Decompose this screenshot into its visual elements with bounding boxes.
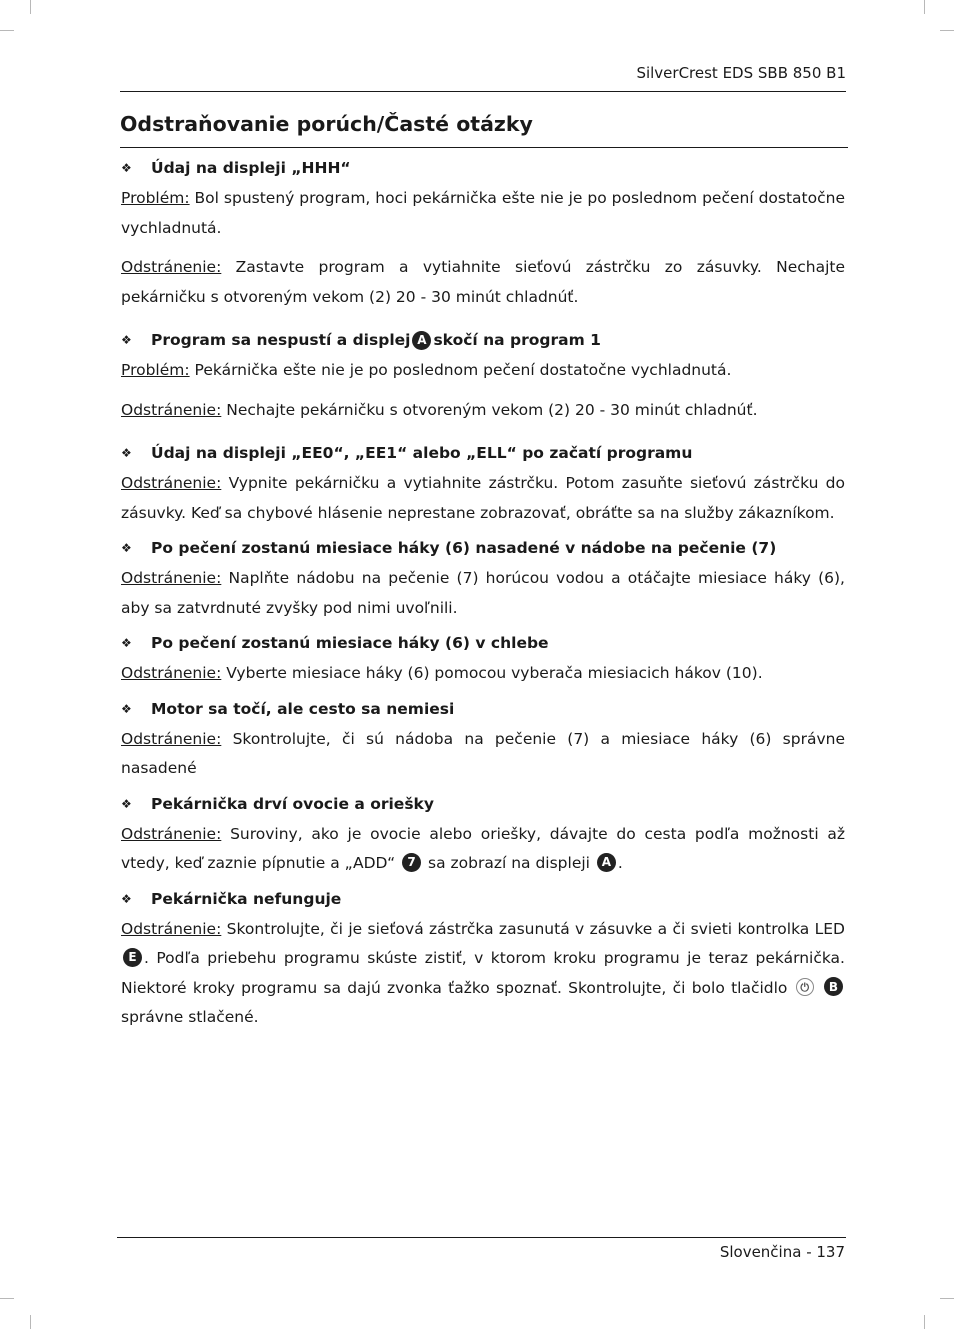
troubleshooting-content	[121, 158, 845, 1043]
solution-text: Vyberte miesiace háky (6) pomocou vyberača miesiacich hákov (10).	[226, 664, 763, 682]
crop-mark	[940, 1298, 954, 1299]
section-heading	[121, 699, 845, 719]
faq-section	[121, 633, 845, 689]
problem-text: Bol spustený program, hoci pekárnička ešte nie je po poslednom pečení dostatočne vychladnutá.	[121, 189, 845, 237]
diamond-bullet-icon: ❖	[121, 636, 132, 650]
solution-text: Naplňte nádobu na pečenie (7) horúcou vodou a otáčajte miesiace háky (6), aby sa zatvrdnuté zvyšky pod nimi uvoľnili.	[121, 569, 845, 617]
section-heading	[121, 538, 845, 558]
solution-text: . Podľa priebehu programu skúste zistiť, v ktorom kroku programu je teraz pekárnička. Niektoré kroky programu sa dajú zvonka ťažko spoznať. Skontrolujte, či bolo tlačidlo	[121, 949, 845, 997]
crop-mark	[924, 0, 925, 14]
display-symbol-7-icon: 7	[402, 853, 421, 872]
heading-text: Údaj na displeji „HHH“	[151, 159, 351, 177]
solution-label: Odstránenie:	[121, 569, 222, 587]
solution-text: správne stlačené.	[121, 1008, 259, 1026]
problem-label: Problém:	[121, 361, 190, 379]
solution-text: .	[617, 854, 623, 872]
solution-text: sa zobrazí na displeji	[428, 854, 590, 872]
faq-section	[121, 330, 845, 425]
solution-paragraph	[121, 396, 845, 426]
section-heading	[121, 889, 845, 909]
solution-text: Vypnite pekárničku a vytiahnite zástrčku. Potom zasuňte sieťovú zástrčku do zásuvky. Keď sa chybové hlásenie neprestane zobrazovať, obráťte sa na služby zákazníkom.	[121, 474, 845, 522]
crop-mark	[30, 0, 31, 14]
problem-paragraph	[121, 184, 845, 243]
section-heading	[121, 330, 845, 350]
problem-label: Problém:	[121, 189, 190, 207]
solution-label: Odstránenie:	[121, 400, 222, 419]
title-divider	[120, 147, 848, 148]
display-symbol-a-icon: A	[597, 853, 616, 872]
heading-text: Po pečení zostanú miesiace háky (6) v chlebe	[151, 634, 549, 652]
solution-label: Odstránenie:	[121, 729, 222, 748]
heading-text: skočí na program 1	[433, 331, 601, 349]
solution-label: Odstránenie:	[121, 474, 222, 492]
display-symbol-a-icon: A	[412, 331, 431, 350]
crop-mark	[30, 1315, 31, 1329]
heading-text: Údaj na displeji „EE0“, „EE1“ alebo „ELL“ po začatí programu	[151, 444, 693, 462]
solution-paragraph	[121, 253, 845, 312]
faq-section	[121, 699, 845, 784]
solution-paragraph	[121, 915, 845, 1033]
solution-paragraph	[121, 820, 845, 879]
heading-text: Pekárnička nefunguje	[151, 889, 342, 908]
section-heading	[121, 633, 845, 653]
solution-paragraph	[121, 659, 845, 689]
solution-text: Suroviny, ako je ovocie alebo oriešky, dávajte do cesta podľa možnosti až vtedy, keď zaznie pípnutie a „ADD“	[121, 824, 845, 872]
diamond-bullet-icon: ❖	[121, 161, 132, 175]
diamond-bullet-icon: ❖	[121, 333, 132, 347]
solution-text: Zastavte program a vytiahnite sieťovú zástrčku zo zásuvky. Nechajte pekárničku s otvoreným vekom (2) 20 - 30 minút chladnúť.	[121, 258, 845, 306]
crop-mark	[0, 30, 14, 31]
button-symbol-b-icon: B	[824, 977, 843, 996]
problem-paragraph	[121, 356, 845, 386]
crop-mark	[924, 1315, 925, 1329]
diamond-bullet-icon: ❖	[121, 446, 132, 460]
solution-paragraph	[121, 564, 845, 623]
page-footer: Slovenčina - 137	[719, 1243, 845, 1261]
section-heading	[121, 794, 845, 814]
solution-label: Odstránenie:	[121, 919, 222, 938]
faq-section	[121, 158, 845, 312]
crop-mark	[940, 30, 954, 31]
faq-section	[121, 794, 845, 879]
faq-section	[121, 889, 845, 1033]
led-symbol-e-icon: E	[123, 948, 142, 967]
header-divider	[120, 91, 846, 92]
heading-text: Pekárnička drví ovocie a oriešky	[151, 794, 434, 813]
solution-text: Skontrolujte, či sú nádoba na pečenie (7) a miesiace háky (6) správne nasadené	[121, 729, 845, 777]
problem-text: Pekárnička ešte nie je po poslednom pečení dostatočne vychladnutá.	[194, 361, 732, 379]
diamond-bullet-icon: ❖	[121, 796, 132, 811]
page-header: SilverCrest EDS SBB 850 B1	[636, 64, 846, 82]
solution-paragraph	[121, 725, 845, 784]
solution-label: Odstránenie:	[121, 258, 222, 276]
diamond-bullet-icon: ❖	[121, 891, 132, 906]
power-button-icon: ⏻	[796, 978, 814, 996]
heading-text: Po pečení zostanú miesiace háky (6) nasadené v nádobe na pečenie (7)	[151, 539, 777, 557]
solution-text: Skontrolujte, či je sieťová zástrčka zasunutá v zásuvke a či svieti kontrolka LED	[226, 919, 845, 938]
heading-text: Motor sa točí, ale cesto sa nemiesi	[151, 699, 455, 718]
crop-mark	[0, 1298, 14, 1299]
diamond-bullet-icon: ❖	[121, 701, 132, 716]
solution-text: Nechajte pekárničku s otvoreným vekom (2) 20 - 30 minút chladnúť.	[226, 400, 758, 419]
heading-text: Program sa nespustí a displej	[151, 331, 411, 349]
diamond-bullet-icon: ❖	[121, 541, 132, 555]
section-heading	[121, 158, 845, 178]
solution-label: Odstránenie:	[121, 664, 222, 682]
solution-paragraph	[121, 469, 845, 528]
page-title: Odstraňovanie porúch/Časté otázky	[120, 112, 533, 136]
solution-label: Odstránenie:	[121, 824, 222, 843]
faq-section	[121, 443, 845, 528]
section-heading	[121, 443, 845, 463]
footer-divider	[117, 1237, 846, 1238]
faq-section	[121, 538, 845, 623]
